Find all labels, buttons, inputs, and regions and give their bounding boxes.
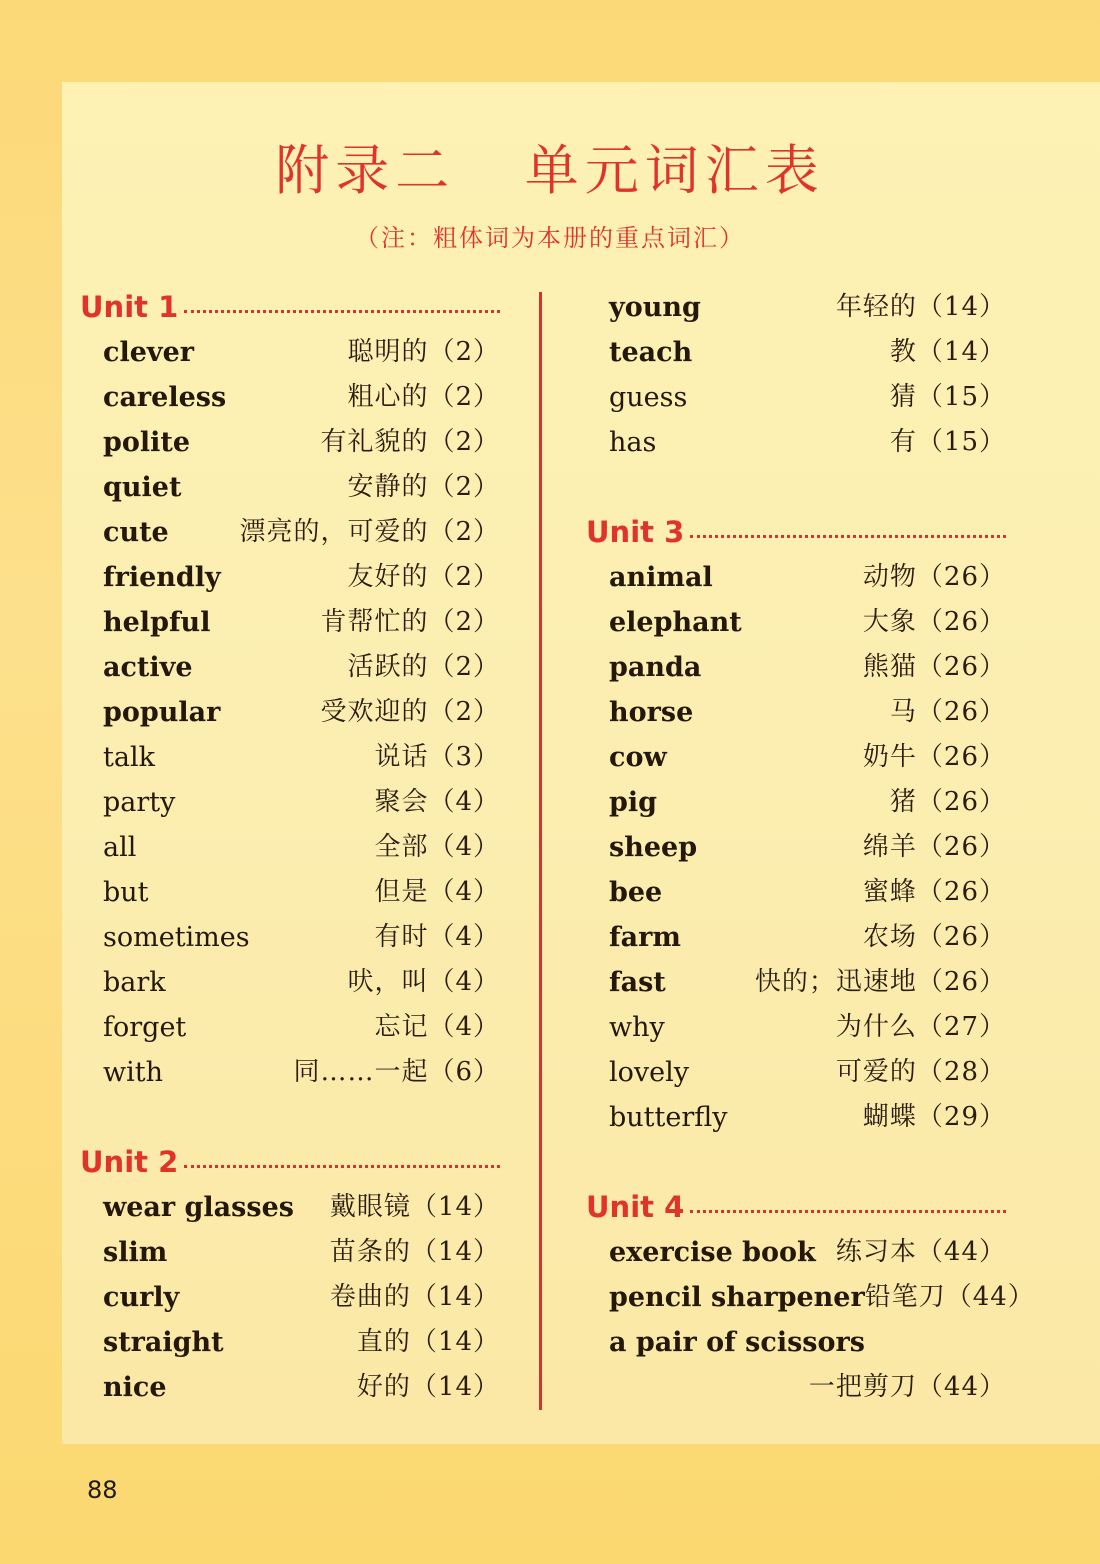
vocab-row: [80, 915, 500, 960]
vocab-english: pig: [609, 787, 658, 818]
vocab-english: guess: [609, 382, 688, 413]
vocab-chinese: 苗条的（14）: [329, 1237, 500, 1267]
vocab-english: active: [103, 652, 193, 683]
vocab-chinese: 绵羊（26）: [862, 832, 1006, 862]
vocab-english: wear glasses: [103, 1192, 294, 1223]
vocab-english: sometimes: [103, 922, 250, 953]
unit-1-label: Unit 1: [80, 290, 179, 324]
unit-1-heading: [80, 285, 500, 330]
unit-2-heading: [80, 1140, 500, 1185]
dotted-leader: [690, 1210, 1006, 1213]
page-number: 88: [87, 1476, 118, 1504]
vocab-row: [586, 690, 1006, 735]
vocab-row: [586, 915, 1006, 960]
vocab-chinese: 受欢迎的（2）: [320, 697, 500, 727]
vocab-english: horse: [609, 697, 694, 728]
vocab-english: cow: [609, 742, 667, 773]
vocab-row: [80, 465, 500, 510]
vocab-english: why: [609, 1012, 665, 1043]
vocab-english: a pair of scissors: [609, 1327, 865, 1358]
vocab-english: straight: [103, 1327, 224, 1358]
vocab-row: [80, 960, 500, 1005]
vocab-chinese: 忘记（4）: [374, 1012, 500, 1042]
vocab-english: clever: [103, 337, 194, 368]
vocab-row: [586, 285, 1006, 330]
vocab-chinese: 肯帮忙的（2）: [320, 607, 500, 637]
vocab-chinese: 农场（26）: [862, 922, 1006, 952]
vocab-chinese: 快的；迅速地（26）: [754, 967, 1006, 997]
vocab-chinese: 安静的（2）: [347, 472, 500, 502]
vocab-row: [80, 1320, 500, 1365]
vocab-chinese: 同……一起（6）: [293, 1057, 500, 1087]
vocab-row: [80, 1365, 500, 1410]
vocab-english: farm: [609, 922, 681, 953]
vocab-english: helpful: [103, 607, 211, 638]
unit-2-continued-list: [586, 285, 1006, 465]
dotted-leader: [690, 535, 1006, 538]
vocab-chinese: 说话（3）: [374, 742, 500, 772]
vocab-english: elephant: [609, 607, 742, 638]
unit-2-label: Unit 2: [80, 1145, 179, 1179]
vocab-english: curly: [103, 1282, 180, 1313]
vocab-chinese: 奶牛（26）: [862, 742, 1006, 772]
vocab-chinese: 可爱的（28）: [835, 1057, 1006, 1087]
vocab-row: [80, 1275, 500, 1320]
vocab-english: party: [103, 787, 176, 818]
dotted-leader: [184, 310, 500, 313]
vocab-row: [586, 1095, 1006, 1140]
vocab-row: [586, 1320, 1006, 1365]
vocab-row: [80, 510, 500, 555]
vocab-row: [586, 420, 1006, 465]
vocab-english: young: [609, 292, 701, 323]
vocab-chinese: 有（15）: [889, 427, 1006, 457]
vocab-english: with: [103, 1057, 163, 1088]
vocab-chinese: 聪明的（2）: [347, 337, 500, 367]
vocab-english: sheep: [609, 832, 698, 863]
vocab-english: friendly: [103, 562, 221, 593]
vocab-chinese: 熊猫（26）: [862, 652, 1006, 682]
vocab-row: [586, 375, 1006, 420]
vocab-row: [586, 1275, 1035, 1320]
unit-1-list: [80, 330, 500, 1095]
vocab-chinese: 友好的（2）: [347, 562, 500, 592]
page-subtitle: （注：粗体词为本册的重点词汇）: [355, 224, 745, 252]
vocab-chinese: 猪（26）: [889, 787, 1006, 817]
vocab-english: exercise book: [609, 1237, 816, 1268]
vocab-chinese: 卷曲的（14）: [329, 1282, 500, 1312]
vocab-chinese: 吠，叫（4）: [347, 967, 500, 997]
vocab-row: [586, 1230, 1006, 1275]
vocab-english: polite: [103, 427, 191, 458]
vocab-row: [80, 1230, 500, 1275]
vocab-chinese: 练习本（44）: [835, 1237, 1006, 1267]
vocab-english: bee: [609, 877, 663, 908]
vocab-english: lovely: [609, 1057, 690, 1088]
vocab-row: [586, 825, 1006, 870]
vocab-chinese: 马（26）: [889, 697, 1006, 727]
vocab-row: [586, 645, 1006, 690]
vocab-row: [80, 780, 500, 825]
vocab-row: [586, 780, 1006, 825]
vocab-english: panda: [609, 652, 702, 683]
vocab-chinese: 有礼貌的（2）: [320, 427, 500, 457]
vocab-english: careless: [103, 382, 227, 413]
vocab-english: teach: [609, 337, 693, 368]
vocab-chinese: 蝴蝶（29）: [862, 1102, 1006, 1132]
column-divider: [539, 292, 542, 1410]
vocab-chinese: 大象（26）: [862, 607, 1006, 637]
vocab-row: [80, 375, 500, 420]
vocab-chinese: 但是（4）: [374, 877, 500, 907]
vocab-chinese: 蜜蜂（26）: [862, 877, 1006, 907]
vocab-chinese: 有时（4）: [374, 922, 500, 952]
vocab-row: [586, 960, 1006, 1005]
vocab-row: [80, 1185, 500, 1230]
vocab-english: talk: [103, 742, 155, 773]
unit-3-heading: [586, 510, 1006, 555]
vocab-chinese: 好的（14）: [356, 1372, 500, 1402]
vocab-english: nice: [103, 1372, 167, 1403]
vocab-row: [80, 645, 500, 690]
vocab-row: [586, 600, 1006, 645]
vocab-row: [586, 555, 1006, 600]
vocab-row: [586, 1050, 1006, 1095]
vocab-row: [586, 735, 1006, 780]
left-column: [80, 285, 500, 1410]
vocab-english: fast: [609, 967, 666, 998]
vocab-row: [586, 870, 1006, 915]
unit-3-list: [586, 555, 1006, 1140]
unit-4-label: Unit 4: [586, 1190, 685, 1224]
vocab-chinese: 一把剪刀（44）: [808, 1372, 1006, 1402]
vocab-chinese: 戴眼镜（14）: [329, 1192, 500, 1222]
vocab-chinese: 猜（15）: [889, 382, 1006, 412]
vocab-english: animal: [609, 562, 713, 593]
vocab-row: [586, 1365, 1006, 1410]
vocab-row: [80, 420, 500, 465]
vocab-english: bark: [103, 967, 166, 998]
vocab-chinese: 活跃的（2）: [347, 652, 500, 682]
right-column: [586, 285, 1035, 1410]
vocab-english: pencil sharpener: [609, 1282, 865, 1313]
vocab-chinese: 为什么（27）: [835, 1012, 1006, 1042]
vocab-english: popular: [103, 697, 221, 728]
vocab-row: [586, 1005, 1006, 1050]
vocab-row: [80, 870, 500, 915]
vocab-row: [80, 690, 500, 735]
vocab-english: forget: [103, 1012, 187, 1043]
vocab-row: [80, 825, 500, 870]
unit-4-list: [586, 1230, 1035, 1410]
vocab-row: [80, 735, 500, 780]
vocab-english: all: [103, 832, 137, 863]
vocab-row: [80, 600, 500, 645]
page-title: 附录二 单元词汇表: [275, 139, 825, 202]
vocab-english: slim: [103, 1237, 168, 1268]
vocab-row: [80, 555, 500, 600]
unit-2-list: [80, 1185, 500, 1410]
vocab-chinese: 动物（26）: [862, 562, 1006, 592]
vocab-row: [586, 330, 1006, 375]
vocab-english: butterfly: [609, 1102, 728, 1133]
vocab-row: [80, 1005, 500, 1050]
vocab-row: [80, 1050, 500, 1095]
unit-4-heading: [586, 1185, 1006, 1230]
vocab-chinese: 直的（14）: [356, 1327, 500, 1357]
vocab-chinese: 铅笔刀（44）: [864, 1282, 1035, 1312]
unit-3-label: Unit 3: [586, 515, 685, 549]
vocab-english: cute: [103, 517, 169, 548]
vocab-chinese: 聚会（4）: [374, 787, 500, 817]
vocab-english: but: [103, 877, 149, 908]
vocab-chinese: 漂亮的，可爱的（2）: [239, 517, 500, 547]
vocab-chinese: 全部（4）: [374, 832, 500, 862]
vocab-chinese: 年轻的（14）: [835, 292, 1006, 322]
vocab-row: [80, 330, 500, 375]
vocab-english: has: [609, 427, 657, 458]
vocab-english: quiet: [103, 472, 182, 503]
vocab-chinese: 粗心的（2）: [347, 382, 500, 412]
vocab-chinese: 教（14）: [889, 337, 1006, 367]
dotted-leader: [184, 1165, 500, 1168]
